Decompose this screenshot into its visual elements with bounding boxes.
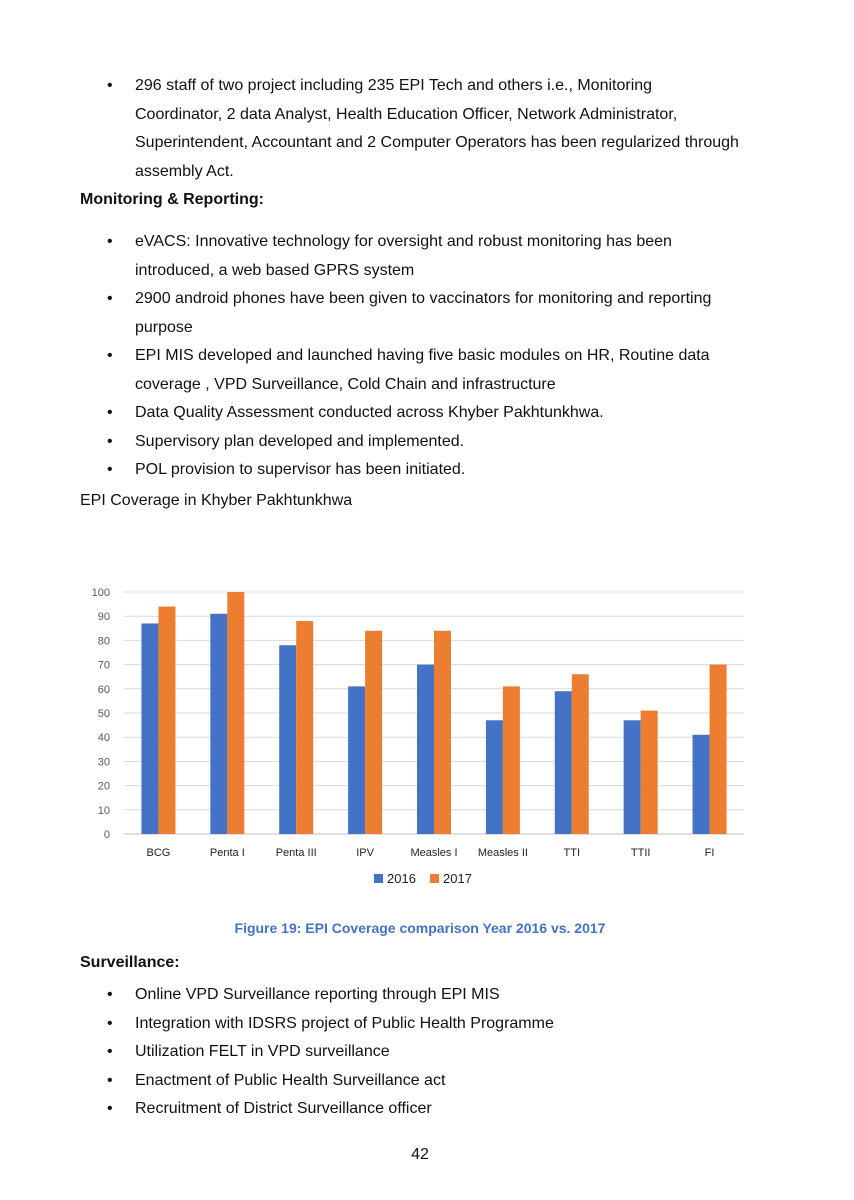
bar-2017-measles-ii xyxy=(503,686,520,834)
bar-2016-measles-ii xyxy=(486,720,503,834)
x-tick-label: BCG xyxy=(146,847,171,859)
y-tick-label: 20 xyxy=(97,780,110,793)
list-item: • Recruitment of District Surveillance officer xyxy=(80,1095,740,1124)
bar-2016-penta-iii xyxy=(279,645,296,834)
bar-2016-penta-i xyxy=(210,614,227,834)
y-tick-label: 30 xyxy=(97,756,110,769)
y-tick-label: 0 xyxy=(103,829,110,841)
bullet-icon: • xyxy=(107,1071,113,1089)
list-item: • EPI MIS developed and launched having five basic modules on HR, Routine data coverage , VPD Surveillance, Cold Chain and infrastructure xyxy=(80,342,740,399)
bullet-icon: • xyxy=(107,1014,113,1032)
bar-2017-penta-iii xyxy=(296,621,313,834)
surveillance-bullet-list xyxy=(80,981,740,1124)
bullet-icon: • xyxy=(107,432,113,450)
list-item: • Data Quality Assessment conducted across Khyber Pakhtunkhwa. xyxy=(80,399,740,428)
legend-label-2017: 2017 xyxy=(443,871,472,886)
bullet-icon: • xyxy=(107,77,113,94)
legend-swatch-2016 xyxy=(374,874,383,883)
bullet-icon: • xyxy=(107,347,113,364)
bar-2017-bcg xyxy=(158,607,175,834)
y-tick-label: 60 xyxy=(97,683,110,696)
list-item: • POL provision to supervisor has been initiated. xyxy=(80,456,740,485)
bar-2016-ipv xyxy=(348,686,365,834)
x-tick-label: Penta I xyxy=(209,847,245,859)
y-tick-label: 100 xyxy=(91,587,110,599)
bullet-icon: • xyxy=(107,233,113,250)
monitoring-heading: Monitoring & Reporting: xyxy=(80,191,264,208)
bar-2016-tti xyxy=(555,691,572,834)
intro-bullet-list xyxy=(80,72,740,186)
monitoring-bullet-list xyxy=(80,228,740,485)
bar-2017-tti xyxy=(572,674,589,834)
bar-2016-bcg xyxy=(141,623,158,834)
bullet-icon: • xyxy=(107,1100,113,1117)
bullet-icon: • xyxy=(107,1043,113,1060)
bar-2017-ipv xyxy=(365,631,382,834)
bar-2016-fi xyxy=(693,735,710,834)
y-tick-label: 90 xyxy=(97,611,110,624)
bar-2017-penta-i xyxy=(227,592,244,834)
list-item: • Online VPD Surveillance reporting through EPI MIS xyxy=(80,981,740,1010)
y-tick-label: 70 xyxy=(97,659,110,672)
bar-2016-ttii xyxy=(624,720,641,834)
x-tick-label: TTII xyxy=(630,847,651,859)
bullet-icon: • xyxy=(107,404,113,421)
list-item: • Enactment of Public Health Surveillance act xyxy=(80,1067,740,1096)
bar-2017-measles-i xyxy=(434,631,451,834)
coverage-bar-chart xyxy=(80,578,760,898)
x-tick-label: Measles II xyxy=(477,847,528,859)
bullet-icon: • xyxy=(107,986,113,1003)
list-item: • 296 staff of two project including 235 EPI Tech and others i.e., Monitoring Coordinator, 2 data Analyst, Health Education Officer, Network Administrator, Superintendent, Accountant and 2 Computer Operators has been regularized through assembly Act. xyxy=(80,72,740,186)
y-tick-label: 40 xyxy=(97,732,110,745)
x-tick-label: Measles I xyxy=(410,847,458,859)
x-tick-label: TTI xyxy=(563,847,581,859)
bar-2017-fi xyxy=(710,665,727,834)
x-tick-label: FI xyxy=(704,847,715,859)
y-tick-label: 80 xyxy=(97,635,110,648)
bar-2016-measles-i xyxy=(417,665,434,834)
bar-2017-ttii xyxy=(641,711,658,834)
y-tick-label: 50 xyxy=(97,708,110,720)
legend-label-2016: 2016 xyxy=(387,871,416,886)
surveillance-heading: Surveillance: xyxy=(80,954,180,971)
legend-swatch-2017 xyxy=(430,874,439,883)
list-item: • eVACS: Innovative technology for oversight and robust monitoring has been introduced, a web based GPRS system xyxy=(80,228,740,285)
list-item: • Supervisory plan developed and implemented. xyxy=(80,428,740,457)
x-tick-label: Penta III xyxy=(275,847,317,859)
list-item: • Integration with IDSRS project of Public Health Programme xyxy=(80,1010,740,1039)
x-tick-label: IPV xyxy=(356,847,374,859)
y-tick-label: 10 xyxy=(97,804,110,817)
list-item: • 2900 android phones have been given to vaccinators for monitoring and reporting purpose xyxy=(80,285,740,342)
figure-caption: Figure 19: EPI Coverage comparison Year 2016 vs. 2017 xyxy=(234,920,606,936)
bullet-icon: • xyxy=(107,461,113,478)
list-item: • Utilization FELT in VPD surveillance xyxy=(80,1038,740,1067)
page-number: 42 xyxy=(411,1146,429,1163)
chart-heading: EPI Coverage in Khyber Pakhtunkhwa xyxy=(80,492,353,509)
bullet-icon: • xyxy=(107,290,113,307)
